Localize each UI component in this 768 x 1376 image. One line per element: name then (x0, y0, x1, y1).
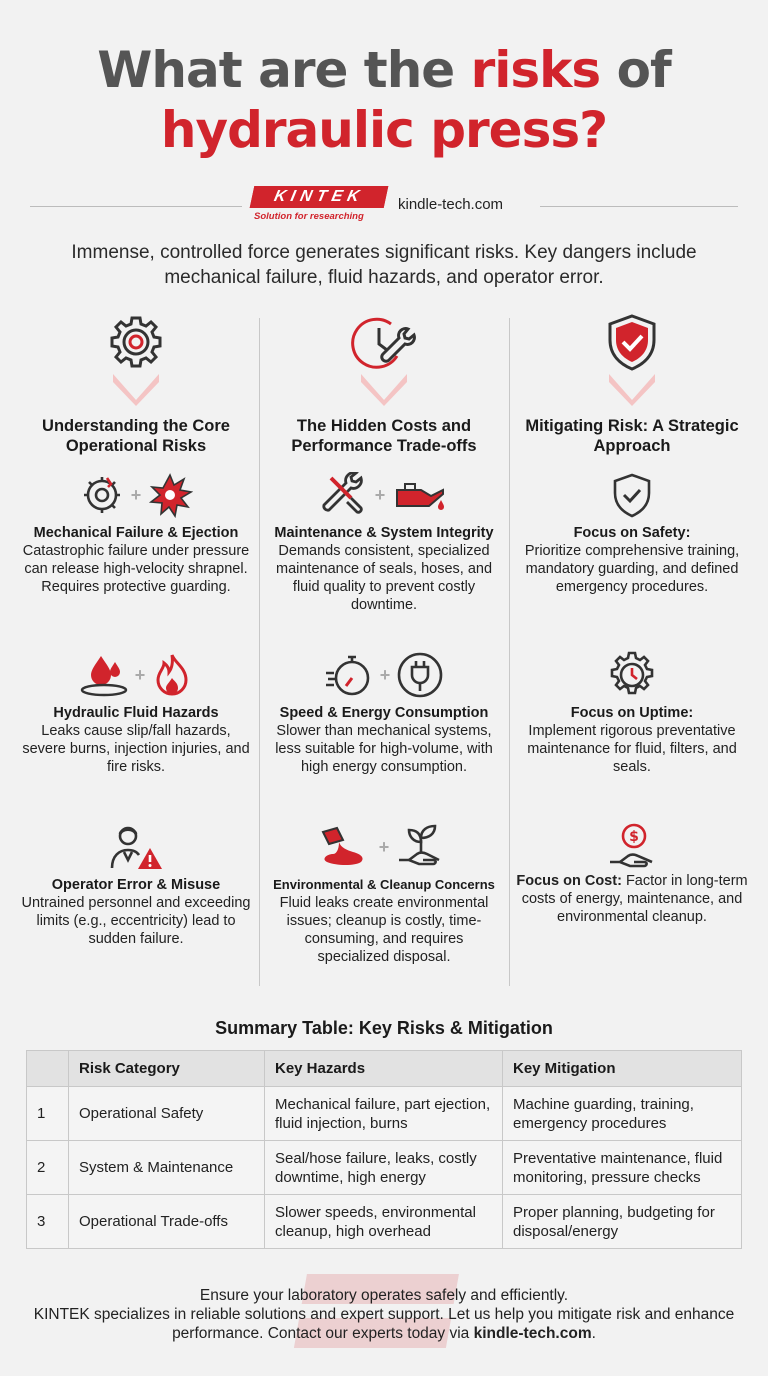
item-icons (512, 650, 752, 700)
table-cell: 2 (27, 1141, 69, 1195)
table-cell: Machine guarding, training, emergency procedures (503, 1087, 742, 1141)
table-cell: Proper planning, budgeting for disposal/energy (503, 1195, 742, 1249)
table-cell: Seal/hose failure, leaks, costly downtime, high energy (265, 1141, 503, 1195)
shield-check-icon (610, 472, 654, 518)
item-description: Demands consistent, specialized maintenance of seals, hoses, and fluid quality to prevent costly downtime. (275, 543, 493, 613)
column-hidden-costs (264, 312, 504, 992)
column-divider (509, 318, 510, 986)
chevron-down-icon (357, 372, 411, 406)
item-description: Slower than mechanical systems, less suitable for high-volume, with high energy consumption. (275, 723, 493, 775)
table-row (27, 1195, 742, 1249)
table-cell: Slower speeds, environmental cleanup, high overhead (265, 1195, 503, 1249)
website-link[interactable]: kindle-tech.com (398, 196, 504, 213)
plus-icon: + (130, 484, 142, 505)
cost-item (264, 822, 504, 966)
item-description: Untrained personnel and exceeding limits (e.g., eccentricity) lead to sudden failure. (21, 895, 251, 947)
item-icons (16, 822, 256, 872)
table-header-category: Risk Category (69, 1051, 265, 1087)
title-line2: hydraulic press? (160, 101, 608, 159)
table-header-num (27, 1051, 69, 1087)
risk-item (16, 470, 256, 596)
fire-icon (151, 652, 193, 698)
logo-tagline: Solution for researching (254, 211, 364, 222)
clock-wrench-icon (349, 312, 419, 372)
plus-icon: + (374, 484, 386, 505)
footer-line2-text: KINTEK specializes in reliable solutions and expert support. Let us help you mitigate risk and enhance performance. Contact our experts today via (33, 1306, 735, 1342)
fluid-drop-icon (79, 652, 129, 698)
table-cell: 3 (27, 1195, 69, 1249)
item-icons (264, 470, 504, 520)
footer-line2 (30, 1305, 738, 1343)
cost-item (264, 650, 504, 776)
dollar-hand-icon (606, 822, 658, 872)
item-description: Fluid leaks create environmental issues; cleanup is costly, time-consuming, and requires specialized disposal. (279, 895, 489, 965)
shield-check-icon (604, 312, 660, 372)
item-icons (512, 470, 752, 520)
spill-icon (319, 824, 373, 870)
table-row (27, 1141, 742, 1195)
item-title: Speed & Energy Consumption (279, 705, 489, 721)
item-title: Hydraulic Fluid Hazards (53, 705, 219, 721)
column-title: The Hidden Costs and Performance Trade-offs (291, 417, 477, 455)
summary-table (26, 1050, 742, 1249)
table-cell: Operational Safety (69, 1087, 265, 1141)
title-part2: of (600, 41, 671, 99)
mitigation-item (512, 650, 752, 776)
table-cell: System & Maintenance (69, 1141, 265, 1195)
table-cell: Operational Trade-offs (69, 1195, 265, 1249)
item-icons (16, 650, 256, 700)
item-description: Implement rigorous preventative maintenance for fluid, filters, and seals. (527, 723, 737, 775)
footer-end: . (591, 1325, 596, 1342)
item-title: Maintenance & System Integrity (274, 525, 494, 541)
table-cell: Preventative maintenance, fluid monitoring, pressure checks (503, 1141, 742, 1195)
intro-text: Immense, controlled force generates significant risks. Key dangers include mechanical failure, fluid hazards, and operator error. (71, 242, 697, 288)
item-description-text: Factor in long-term costs of energy, maintenance, and environmental cleanup. (521, 873, 748, 925)
column-title: Understanding the Core Operational Risks (42, 417, 230, 455)
column-core-risks (16, 312, 256, 992)
footer-text (30, 1286, 738, 1343)
item-icons (16, 470, 256, 520)
item-description (512, 872, 752, 926)
kintek-logo[interactable] (252, 186, 386, 228)
footer-line1: Ensure your laboratory operates safely and efficiently. (199, 1287, 569, 1304)
table-cell: Mechanical failure, part ejection, fluid injection, burns (265, 1087, 503, 1141)
item-title: Mechanical Failure & Ejection (33, 525, 239, 541)
brand-row (0, 186, 768, 228)
item-title: Environmental & Cleanup Concerns (273, 877, 495, 892)
column-mitigation (512, 312, 752, 992)
plus-icon: + (379, 664, 391, 685)
divider-right (540, 206, 738, 207)
item-description: Catastrophic failure under pressure can release high-velocity shrapnel. Requires protective guarding. (22, 543, 250, 595)
gear-icon (106, 312, 166, 372)
chevron-down-icon (109, 372, 163, 406)
plus-icon: + (378, 836, 390, 857)
title-part1: What are the (97, 41, 471, 99)
explosion-icon (147, 472, 193, 518)
column-title: Mitigating Risk: A Strategic Approach (525, 417, 739, 455)
operator-warning-icon (106, 822, 166, 872)
risk-item (16, 650, 256, 776)
item-icons (264, 650, 504, 700)
item-title: Focus on Cost: (516, 873, 622, 889)
footer-link[interactable]: kindle-tech.com (473, 1325, 592, 1342)
mitigation-item (512, 822, 752, 926)
gear-clock-icon (607, 650, 657, 700)
stopwatch-icon (324, 651, 374, 699)
item-title: Focus on Safety: (573, 525, 691, 541)
item-icons (264, 822, 504, 872)
plus-icon: + (134, 664, 146, 685)
table-header-hazards: Key Hazards (265, 1051, 503, 1087)
power-plug-icon (396, 651, 444, 699)
plant-hand-icon (395, 824, 449, 870)
svg-text:$: $ (629, 829, 639, 845)
table-header-row (27, 1051, 742, 1087)
mitigation-item (512, 470, 752, 596)
item-icons (512, 822, 752, 872)
chevron-down-icon (605, 372, 659, 406)
item-title: Operator Error & Misuse (51, 877, 221, 893)
table-cell: 1 (27, 1087, 69, 1141)
column-divider (259, 318, 260, 986)
item-title: Focus on Uptime: (570, 705, 694, 721)
item-description: Leaks cause slip/fall hazards, severe burns, injection injuries, and fire risks. (22, 723, 250, 775)
page-title (0, 40, 768, 160)
item-description: Prioritize comprehensive training, mandatory guarding, and defined emergency procedures. (524, 543, 740, 595)
oil-can-icon (391, 472, 447, 518)
tools-icon (321, 472, 369, 518)
broken-gear-icon (79, 472, 125, 518)
cost-item (264, 470, 504, 614)
table-row (27, 1087, 742, 1141)
logo-wordmark: KINTEK (250, 186, 389, 208)
summary-title: Summary Table: Key Risks & Mitigation (215, 1018, 553, 1038)
divider-left (30, 206, 242, 207)
table-header-mitigation: Key Mitigation (503, 1051, 742, 1087)
title-highlight: risks (470, 41, 601, 99)
risk-item (16, 822, 256, 948)
